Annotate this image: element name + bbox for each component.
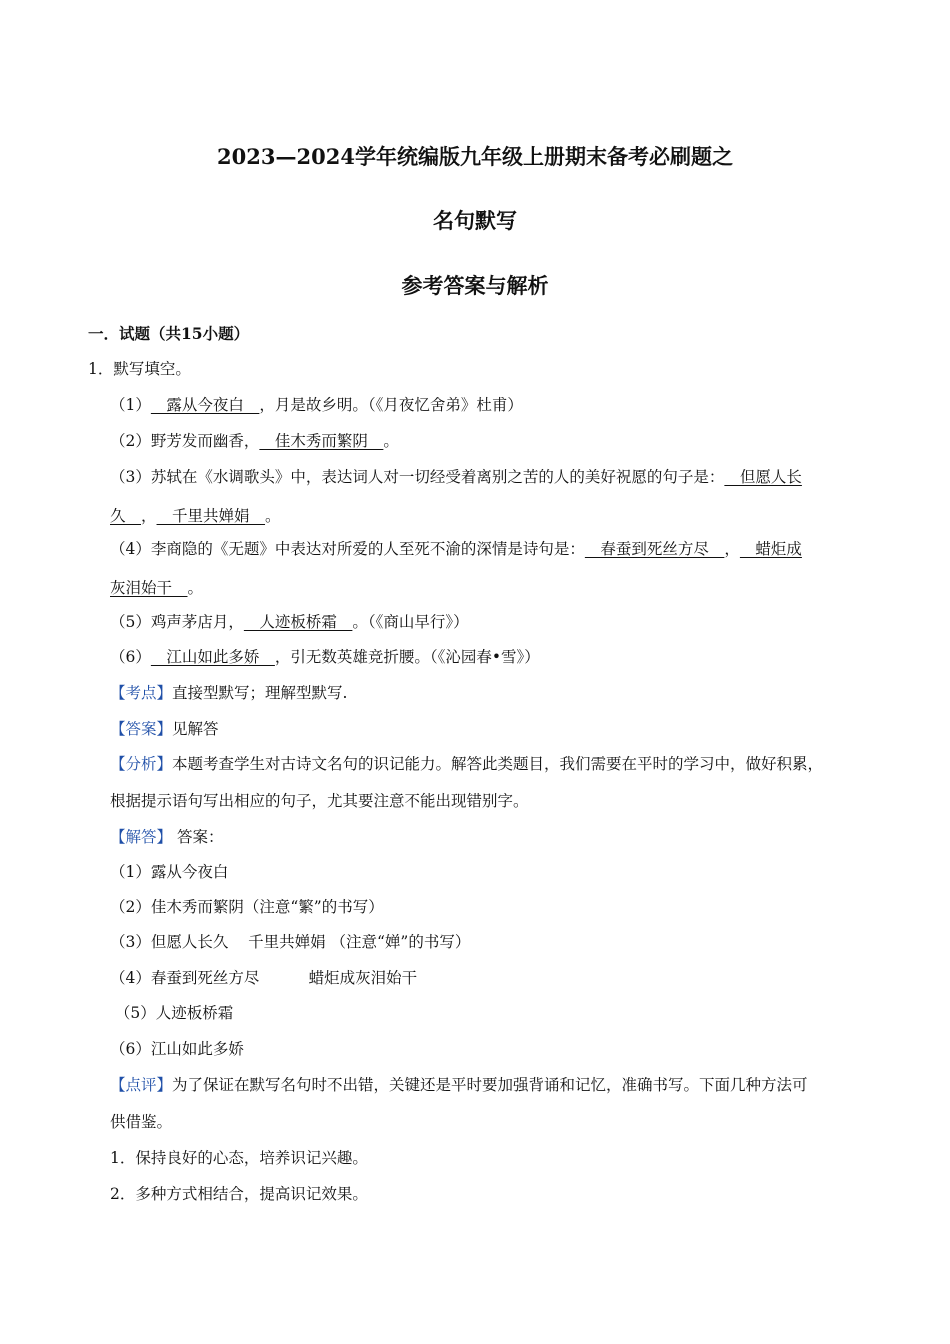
q1-item-6-answer: 江山如此多娇: [150, 648, 275, 666]
q1-item-2-pre: （2）野芳发而幽香，: [110, 432, 260, 450]
doc-title-line3: 参考答案与解析: [401, 273, 549, 298]
q1-item-2-post: 。: [383, 432, 399, 450]
q1-item-1-pre: （1）: [110, 396, 151, 414]
q1-item-4-line1: [110, 538, 802, 560]
method-2: 2．多种方式相结合，提高识记效果。: [110, 1185, 368, 1203]
answer-text: 见解答: [172, 720, 219, 738]
q1-item-2-answer: 佳木秀而繁阴: [259, 432, 384, 450]
q1-item-3-post: 。: [265, 507, 281, 525]
solution-row: [110, 826, 223, 848]
doc-title-line2: 名句默写: [433, 208, 517, 233]
q1-item-5-answer: 人迹板桥霜: [243, 613, 353, 631]
method-1: 1．保持良好的心态，培养识记兴趣。: [110, 1149, 368, 1167]
solution-answer-5: （5）人迹板桥霜: [110, 1004, 234, 1022]
comment-text-2: 供借鉴。: [110, 1113, 173, 1131]
q1-item-1: [110, 394, 523, 416]
solution-tag: 【解答】: [110, 828, 173, 846]
analysis-tag: 【分析】: [110, 755, 173, 773]
answer-row: [110, 718, 219, 740]
q1-item-4-answer-2b: 灰泪始干: [110, 579, 188, 597]
q1-item-4-answer-1: 春蚕到死丝方尽: [584, 540, 725, 558]
kaodian-text: 直接型默写；理解型默写.: [172, 684, 348, 702]
solution-text: 答案：: [172, 828, 224, 846]
q1-item-4-answer-2a: 蜡炬成: [739, 540, 802, 558]
q1-item-3-answer-1b: 久: [110, 507, 142, 525]
q1-item-4-pre: （4）李商隐的《无题》中表达对所爱的人至死不渝的深情是诗句是：: [110, 540, 585, 558]
q1-item-3-answer-1a: 但愿人长: [724, 468, 802, 486]
solution-answer-6: （6）江山如此多娇: [110, 1040, 244, 1058]
q1-item-3-mid: ，: [141, 507, 157, 525]
solution-answer-1: （1）露从今夜白: [110, 863, 229, 881]
q1-item-6: [110, 646, 540, 668]
q1-item-4-mid: ，: [724, 540, 740, 558]
comment-text-1: 为了保证在默写名句时不出错，关键还是平时要加强背诵和记忆，准确书写。下面几种方法可: [172, 1076, 808, 1094]
comment-tag: 【点评】: [110, 1076, 173, 1094]
q1-item-2: [110, 430, 399, 452]
solution-answer-4: （4）春蚕到死丝方尽 蜡炬成灰泪始干: [110, 969, 418, 987]
analysis-row-1: [110, 753, 823, 775]
analysis-text-2: 根据提示语句写出相应的句子，尤其要注意不能出现错别字。: [110, 792, 529, 810]
section-heading: 一．试题（共15小题）: [88, 324, 250, 343]
doc-title-line1: 2023—2024学年统编版九年级上册期末备考必刷题之: [217, 144, 733, 169]
q1-item-5-pre: （5）鸡声茅店月，: [110, 613, 244, 631]
q1-item-6-pre: （6）: [110, 648, 151, 666]
q1-item-1-post: ，月是故乡明。（《月夜忆舍弟》杜甫）: [259, 396, 523, 414]
q1-item-5-post: 。（《商山早行》）: [352, 613, 469, 631]
q1-item-6-post: ，引无数英雄竞折腰。（《沁园春•雪》）: [274, 648, 540, 666]
q1-item-3-line2: [110, 505, 281, 527]
q1-item-3-answer-2: 千里共婵娟: [156, 507, 266, 525]
q1-item-1-answer: 露从今夜白: [150, 396, 260, 414]
kaodian-tag: 【考点】: [110, 684, 173, 702]
solution-answer-3: （3）但愿人长久 千里共婵娟 （注意“婵”的书写）: [110, 933, 471, 951]
comment-row-1: [110, 1074, 808, 1096]
q1-item-3-line1: [110, 466, 802, 488]
q1-item-4-line2: [110, 577, 203, 599]
solution-answer-2: （2）佳木秀而繁阴（注意“繁”的书写）: [110, 898, 384, 916]
q1-item-5: [110, 611, 469, 633]
q1-item-4-post: 。: [187, 579, 204, 597]
answer-tag: 【答案】: [110, 720, 173, 738]
analysis-text-1: 本题考查学生对古诗文名句的识记能力。解答此类题目，我们需要在平时的学习中，做好积累，: [172, 755, 824, 773]
kaodian-row: [110, 682, 347, 704]
question-1-stem: 1．默写填空。: [88, 360, 191, 378]
q1-item-3-pre: （3）苏轼在《水调歌头》中，表达词人对一切经受着离别之苦的人的美好祝愿的句子是：: [110, 468, 725, 486]
